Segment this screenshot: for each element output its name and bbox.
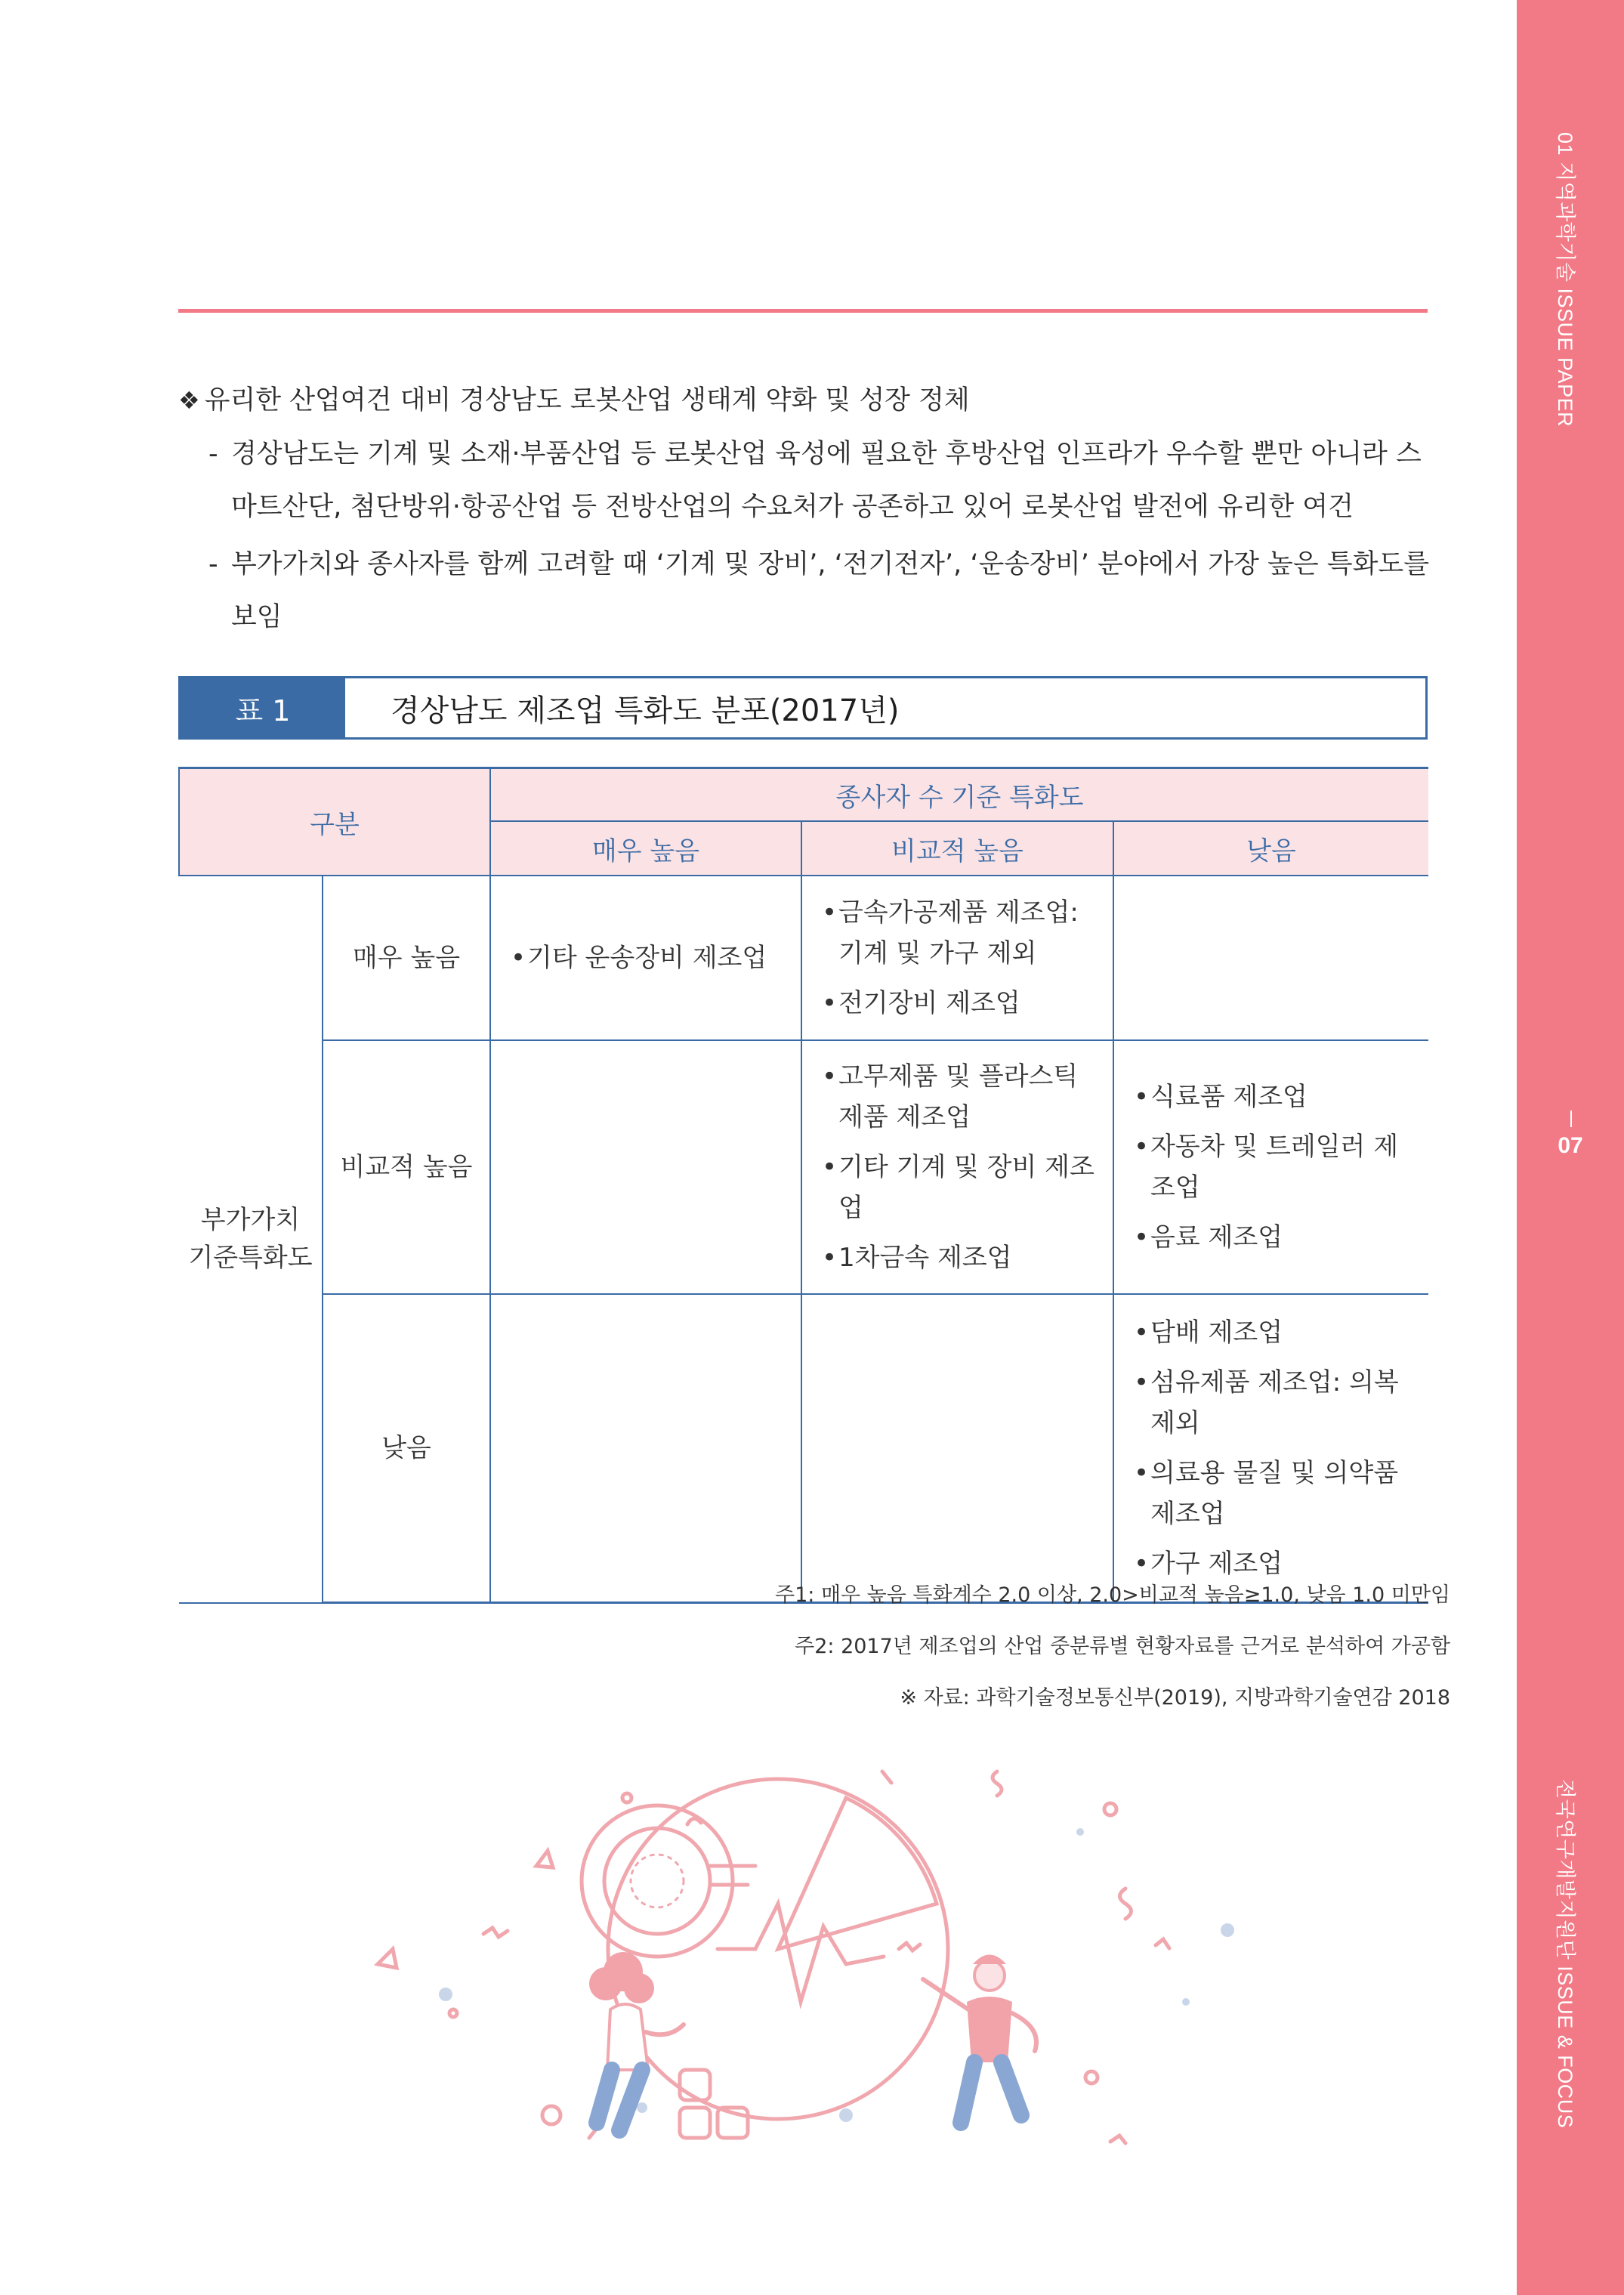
column-header: 낮음 [1113, 821, 1428, 876]
bullet-item [208, 428, 1432, 533]
section-heading [178, 379, 970, 417]
cell-list-item: • 자동차 및 트레일러 제조업 [1134, 1126, 1418, 1208]
publication-title: 전국연구개발지원단 ISSUE & FOCUS [1554, 1779, 1576, 2129]
row-label: 낮음 [323, 1294, 490, 1603]
row-group-label: 부가가치 기준특화도 [179, 876, 323, 1603]
page-number-divider [1570, 1110, 1572, 1127]
table-cell [801, 1040, 1113, 1294]
table-cell [801, 1294, 1113, 1603]
cell-list-item: • 의료용 물질 및 의약품 제조업 [1134, 1453, 1418, 1534]
bullet-text: 부가가치와 종사자를 함께 고려할 때 ‘기계 및 장비’, ‘전기전자’, ‘운송장비’ 분야에서 가장 높은 특화도를 보임 [231, 549, 1430, 632]
cell-list-item: • 식료품 제조업 [1134, 1076, 1418, 1117]
woman-figure-icon [589, 1952, 684, 2130]
bullet-item [208, 538, 1432, 644]
top-rule [178, 309, 1428, 313]
cell-list-item: • 담배 제조업 [1134, 1312, 1418, 1353]
cell-list-item: • 기타 운송장비 제조업 [511, 937, 790, 978]
dash-marker: - [208, 549, 218, 579]
cell-list-item: • 기타 기계 및 장비 제조업 [822, 1147, 1102, 1228]
cell-list-item: • 가구 제조업 [1134, 1543, 1418, 1584]
table-label: 표 1 [181, 678, 345, 737]
column-header: 매우 높음 [490, 821, 801, 876]
bullet-text: 경상남도는 기계 및 소재·부품산업 등 로봇산업 육성에 필요한 후방산업 인프라가 우수할 뿐만 아니라 스마트산단, 첨단방위·항공산업 등 전방산업의 수요처가 공존하고 있어 로봇산업 발전에 유리한 여건 [231, 439, 1422, 522]
table-cell [1113, 876, 1428, 1040]
table-cell [490, 876, 801, 1040]
column-header: 비교적 높음 [801, 821, 1113, 876]
cell-list-item: • 섬유제품 제조업: 의복 제외 [1134, 1362, 1418, 1444]
row-label: 매우 높음 [323, 876, 490, 1040]
note-line: 주2: 2017년 제조업의 산업 중분류별 현황자료를 근거로 분석하여 가공함 [795, 1635, 1450, 1658]
header-span: 종사자 수 기준 특화도 [490, 768, 1428, 822]
cell-list-item: • 1차금속 제조업 [822, 1237, 1102, 1278]
cell-list-item: • 음료 제조업 [1134, 1217, 1418, 1258]
series-title: 01 지역과학기술 ISSUE PAPER [1554, 132, 1576, 428]
cell-list-item: • 전기장비 제조업 [822, 983, 1102, 1024]
table-caption [178, 676, 1428, 740]
table-notes [775, 1570, 1450, 1724]
note-line: ※ 자료: 과학기술정보통신부(2019), 지방과학기술연감 2018 [900, 1686, 1450, 1710]
cell-list-item: • 고무제품 및 플라스틱 제품 제조업 [822, 1056, 1102, 1138]
section-heading-text: 유리한 산업여건 대비 경상남도 로봇산업 생태계 약화 및 성장 정체 [204, 385, 970, 415]
table-cell [1113, 1294, 1428, 1603]
header-group: 구분 [179, 768, 490, 876]
specialization-table [178, 767, 1428, 1604]
table-cell [490, 1294, 801, 1603]
note-line: 주1: 매우 높음 특화계수 2.0 이상, 2.0>비교적 높음≥1.0, 낮음 1.0 미만임 [775, 1583, 1450, 1607]
table-cell [1113, 1040, 1428, 1294]
table-cell [801, 876, 1113, 1040]
table-cell [490, 1040, 801, 1294]
row-label: 비교적 높음 [323, 1040, 490, 1294]
diamond-bullet-icon: ❖ [178, 386, 200, 415]
man-figure-icon [923, 1955, 1036, 2124]
table-title: 경상남도 제조업 특화도 분포(2017년) [391, 693, 900, 728]
page-number: 07 [1558, 1133, 1583, 1158]
cell-list-item: • 금속가공제품 제조업: 기계 및 가구 제외 [822, 892, 1102, 974]
dash-marker: - [208, 439, 218, 469]
data-analysis-illustration [355, 1753, 1261, 2176]
